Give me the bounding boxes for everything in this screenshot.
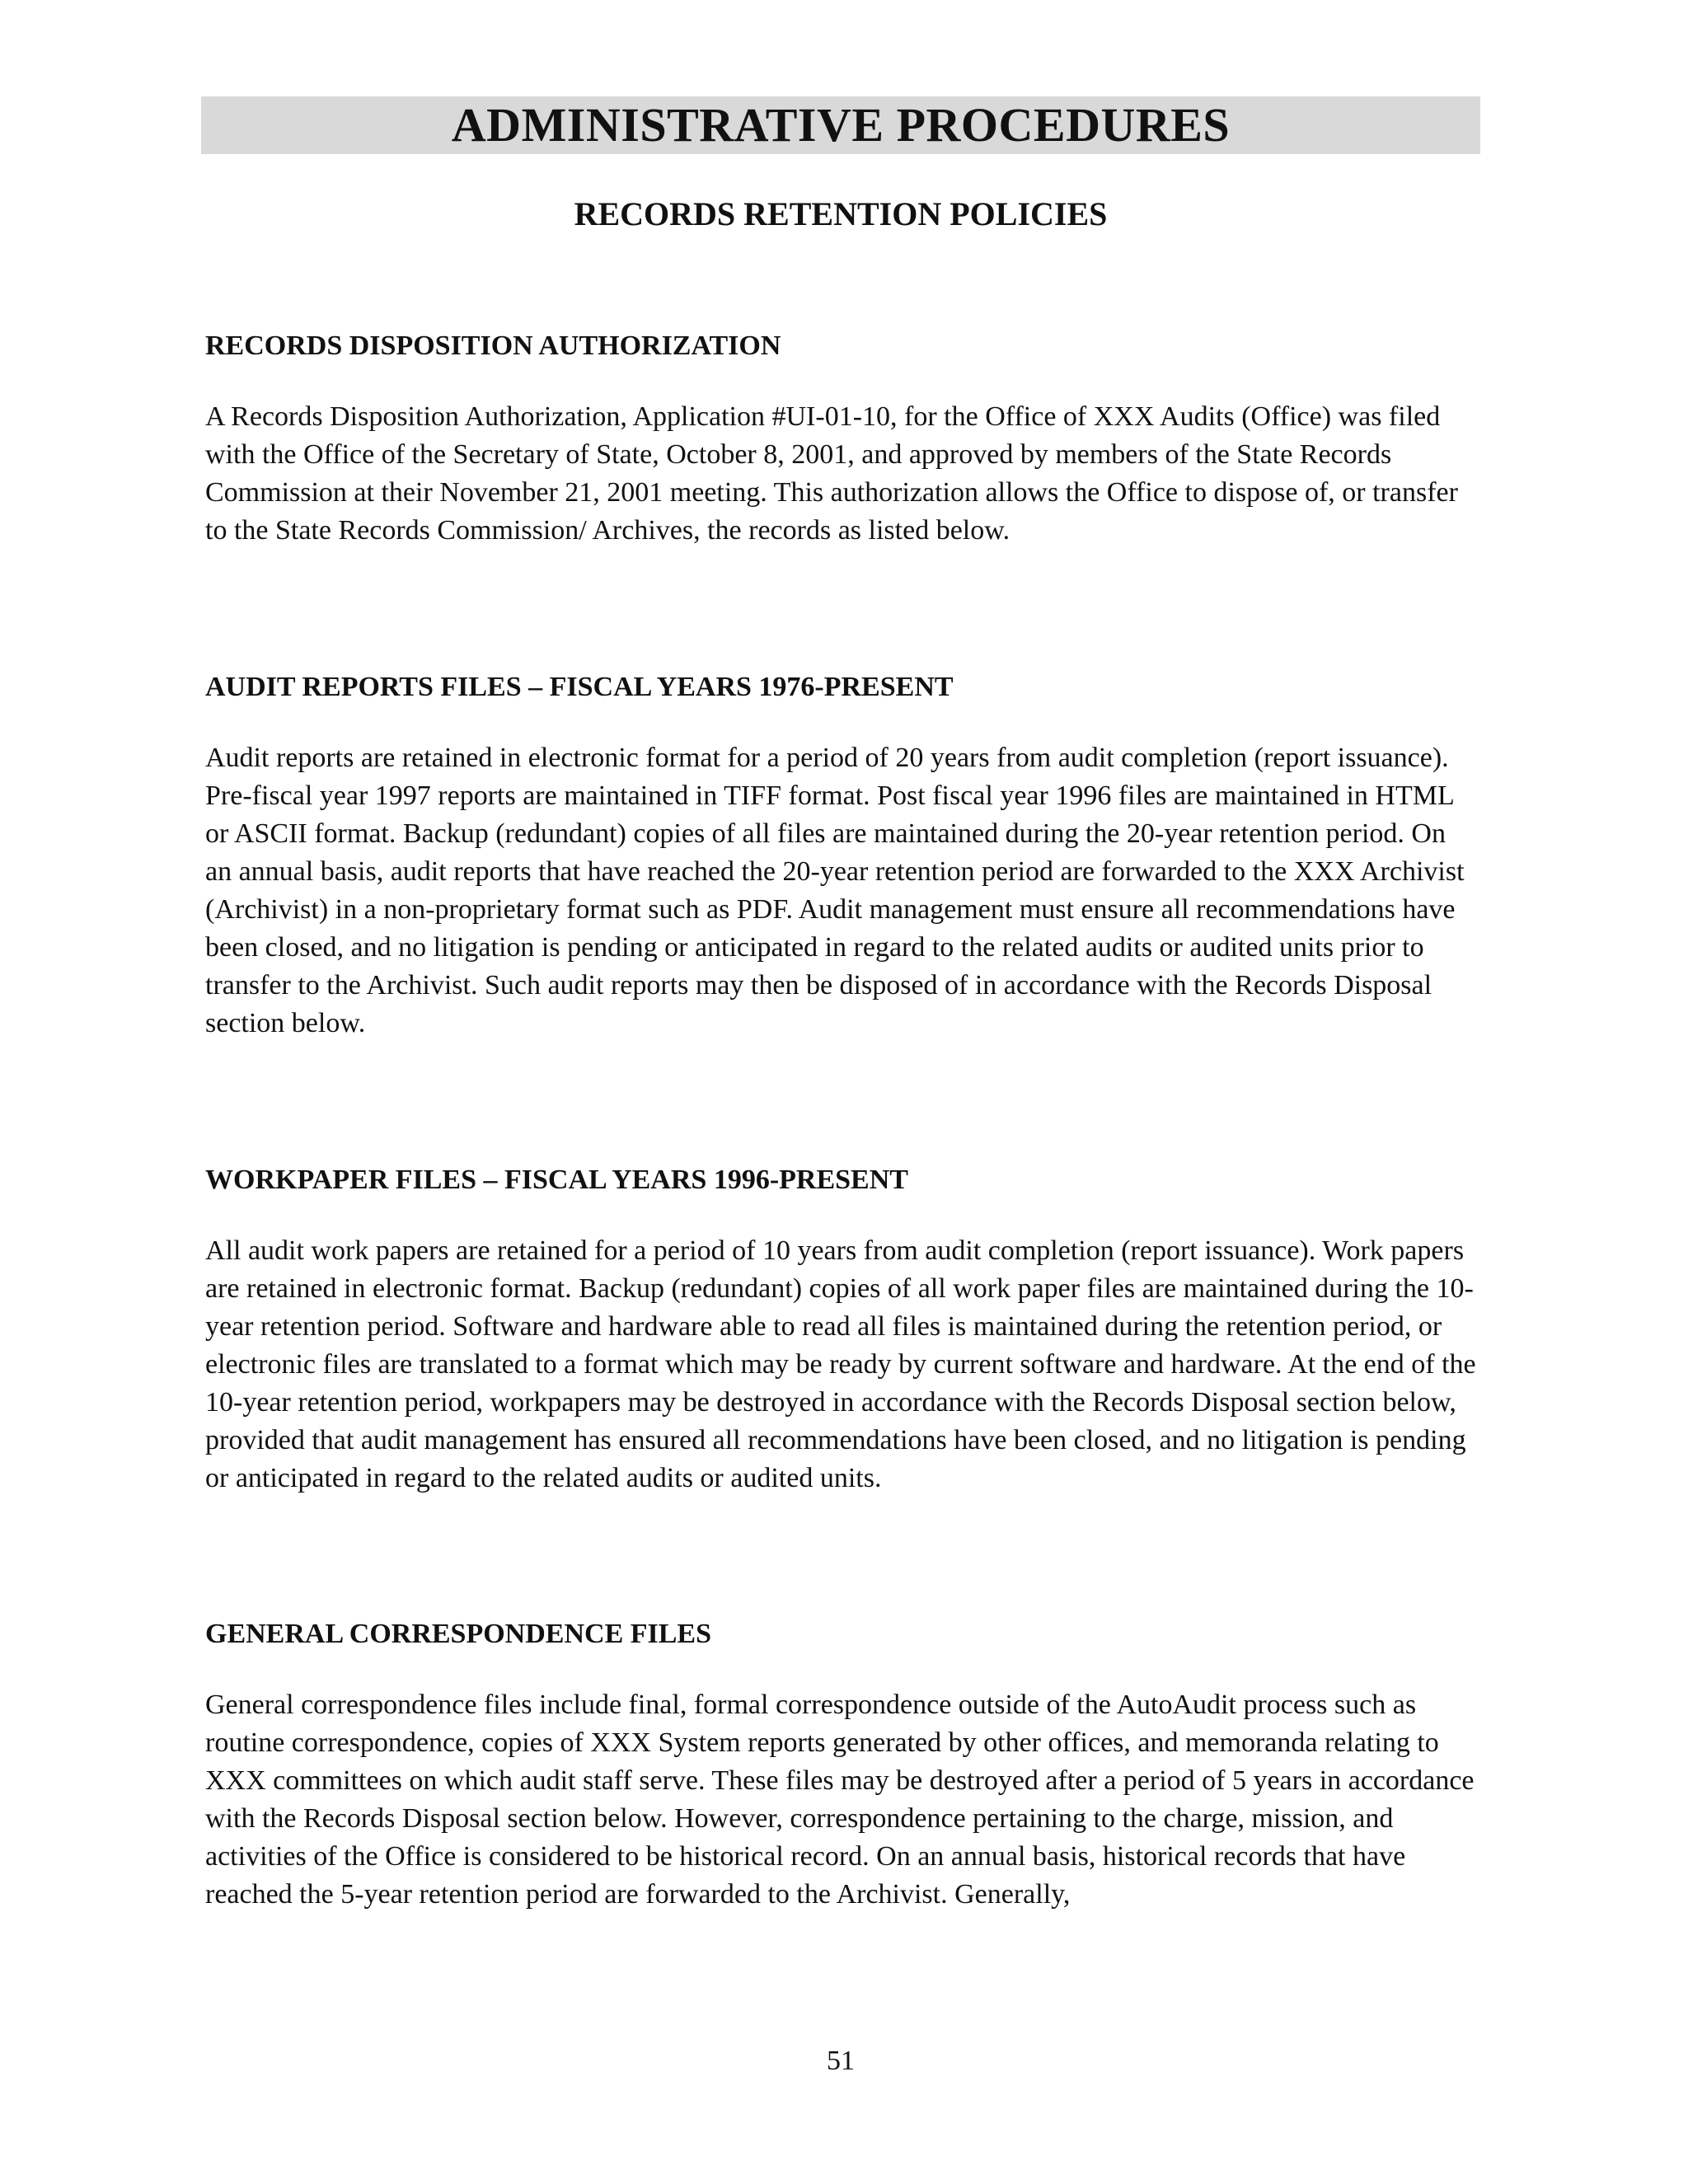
section-general-correspondence-files bbox=[205, 1615, 1479, 1914]
section-workpaper-files bbox=[205, 1161, 1479, 1497]
section-records-disposition-authorization bbox=[205, 327, 1479, 550]
section-body: General correspondence files include final, formal correspondence outside of the AutoAudit process such as routine correspondence, copies of XXX System reports generated by other offices, and memoranda relating to XXX committees on which audit staff serve. These files may be destroyed after a period of 5 years in accordance with the Records Disposal section below. However, correspondence pertaining to the charge, mission, and activities of the Office is considered to be historical record. On an annual basis, historical records that have reached the 5-year retention period are forwarded to the Archivist. Generally, bbox=[205, 1690, 1475, 1910]
section-heading: WORKPAPER FILES – FISCAL YEARS 1996-PRESENT bbox=[205, 1165, 908, 1195]
section-heading: RECORDS DISPOSITION AUTHORIZATION bbox=[205, 330, 781, 361]
page-subtitle: RECORDS RETENTION POLICIES bbox=[574, 195, 1108, 232]
section-body: All audit work papers are retained for a period of 10 years from audit completion (report issuance). Work papers are retained in electronic format. Backup (redundant) copies of all work paper files are maintained during the 10-year retention period. Software and hardware able to read all files is maintained during the retention period, or electronic files are translated to a format which may be ready by current software and hardware. At the end of the 10-year retention period, workpapers may be destroyed in accordance with the Records Disposal section below, provided that audit management has ensured all recommendations have been closed, and no litigation is pending or anticipated in regard to the related audits or audited units. bbox=[205, 1235, 1476, 1493]
banner-title: ADMINISTRATIVE PROCEDURES bbox=[451, 98, 1231, 152]
section-audit-reports-files bbox=[205, 668, 1479, 1043]
section-body: Audit reports are retained in electronic format for a period of 20 years from audit completion (report issuance). Pre-fiscal year 1997 reports are maintained in TIFF format. Post fiscal year 1996 files are maintained in HTML or ASCII format. Backup (redundant) copies of all files are maintained during the 20-year retention period. On an annual basis, audit reports that have reached the 20-year retention period are forwarded to the XXX Archivist (Archivist) in a non-proprietary format such as PDF. Audit management must ensure all recommendations have been closed, and no litigation is pending or anticipated in regard to the related audits or audited units prior to transfer to the Archivist. Such audit reports may then be disposed of in accordance with the Records Disposal section below. bbox=[205, 743, 1465, 1038]
section-heading: GENERAL CORRESPONDENCE FILES bbox=[205, 1619, 712, 1649]
page-number: 51 bbox=[827, 2046, 855, 2076]
title-banner bbox=[201, 96, 1480, 154]
section-body: A Records Disposition Authorization, Application #UI-01-10, for the Office of XXX Audits (Office) was filed with the Office of the Secretary of State, October 8, 2001, and approved by members of the State Records Commission at their November 21, 2001 meeting. This authorization allows the Office to dispose of, or transfer to the State Records Commission/ Archives, the records as listed below. bbox=[205, 401, 1458, 546]
section-heading: AUDIT REPORTS FILES – FISCAL YEARS 1976-PRESENT bbox=[205, 672, 954, 702]
